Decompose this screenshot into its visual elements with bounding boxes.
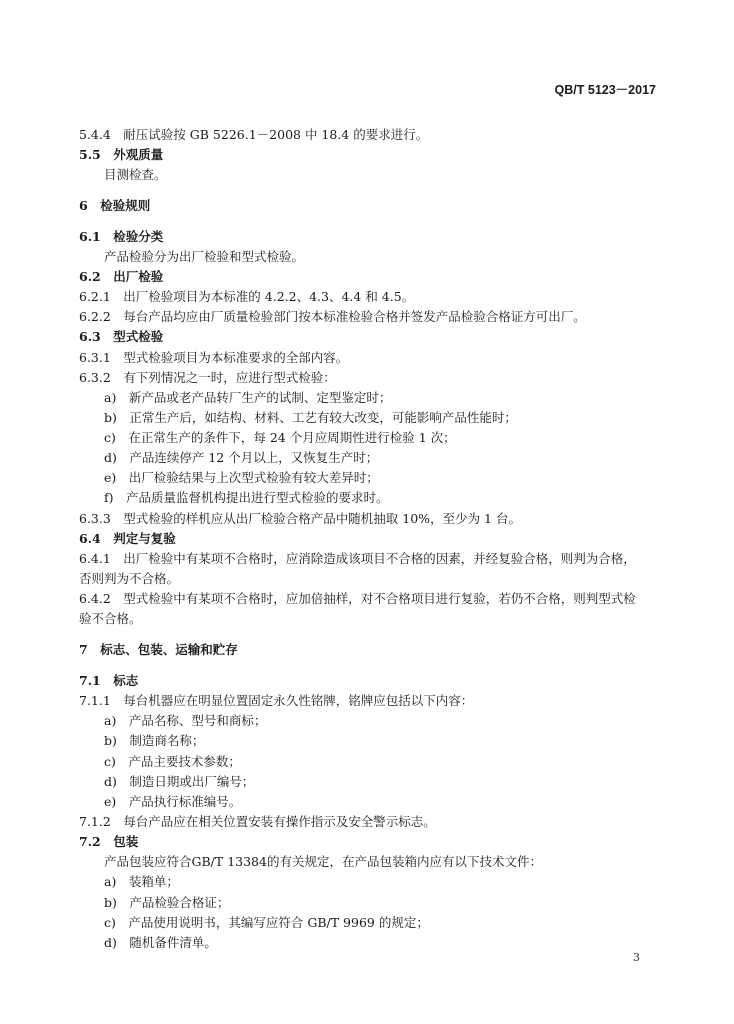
body-text-line: e) 出厂检验结果与上次型式检验有较大差异时； <box>104 470 379 485</box>
section-heading: 6.2 出厂检验 <box>79 269 164 284</box>
section-heading: 7 标志、包装、运输和贮存 <box>79 642 238 657</box>
body-text-line: 产品包装应符合GB/T 13384的有关规定，在产品包装箱内应有以下技术文件： <box>104 854 542 869</box>
page-number: 3 <box>633 951 640 964</box>
section-heading: 6.4 判定与复验 <box>79 531 176 546</box>
section-heading: 7.1 标志 <box>79 673 139 688</box>
body-text-line: a) 新产品或老产品转厂生产的试制、定型鉴定时； <box>104 390 392 405</box>
body-text-line: 7.1.1 每台机器应在明显位置固定永久性铭牌，铭牌应包括以下内容： <box>79 693 474 708</box>
body-text-line: c) 产品使用说明书，其编写应符合 GB/T 9969 的规定； <box>104 915 429 930</box>
body-text-line: 6.4.1 出厂检验中有某项不合格时，应消除造成该项目不合格的因素，并经复验合格，则判为合格， <box>79 551 636 566</box>
section-heading: 6.1 检验分类 <box>79 229 164 244</box>
body-text-line: 6.3.2 有下列情况之一时，应进行型式检验： <box>79 370 336 385</box>
body-text-line: 产品检验分为出厂检验和型式检验。 <box>104 249 305 264</box>
section-heading: 7.2 包装 <box>79 834 139 849</box>
body-text-line: b) 正常生产后，如结构、材料、工艺有较大改变，可能影响产品性能时； <box>104 410 517 425</box>
body-text-line: e) 产品执行标准编号。 <box>104 794 242 809</box>
body-text-line: a) 装箱单； <box>104 874 179 889</box>
document-code-header: QB/T 5123－2017 <box>554 83 656 97</box>
body-text-line: c) 在正常生产的条件下，每 24 个月应周期性进行检验 1 次； <box>104 430 456 445</box>
body-text-line: 6.4.2 型式检验中有某项不合格时，应加倍抽样，对不合格项目进行复验，若仍不合格，则判型式检 <box>79 591 636 606</box>
body-text-line: 5.4.4 耐压试验按 GB 5226.1－2008 中 18.4 的要求进行。 <box>79 127 429 142</box>
body-text-line: 目测检查。 <box>104 167 167 182</box>
body-text-line: 6.2.1 出厂检验项目为本标准的 4.2.2、4.3、4.4 和 4.5。 <box>79 289 415 304</box>
body-text-line: 6.3.1 型式检验项目为本标准要求的全部内容。 <box>79 350 349 365</box>
body-text-line: c) 产品主要技术参数； <box>104 754 241 769</box>
body-text-line: b) 产品检验合格证； <box>104 895 230 910</box>
body-text-line: 6.2.2 每台产品均应由厂质量检验部门按本标准检验合格并签发产品检验合格证方可出厂。 <box>79 309 586 324</box>
body-text-line: 6.3.3 型式检验的样机应从出厂检验合格产品中随机抽取 10%，至少为 1 台。 <box>79 511 521 526</box>
body-text-line: 否则判为不合格。 <box>79 571 180 586</box>
body-text-line: d) 随机备件清单。 <box>104 935 217 950</box>
section-heading: 5.5 外观质量 <box>79 147 164 162</box>
body-text-line: b) 制造商名称； <box>104 733 205 748</box>
body-text-line: 7.1.2 每台产品应在相关位置安装有操作指示及安全警示标志。 <box>79 814 436 829</box>
section-heading: 6.3 型式检验 <box>79 329 164 344</box>
body-text-line: d) 产品连续停产 12 个月以上，又恢复生产时； <box>104 450 379 465</box>
body-text-line: d) 制造日期或出厂编号； <box>104 774 255 789</box>
body-text-line: a) 产品名称、型号和商标； <box>104 713 267 728</box>
section-heading: 6 检验规则 <box>79 198 151 213</box>
body-text-line: 验不合格。 <box>79 611 142 626</box>
body-text-line: f) 产品质量监督机构提出进行型式检验的要求时。 <box>104 490 389 505</box>
